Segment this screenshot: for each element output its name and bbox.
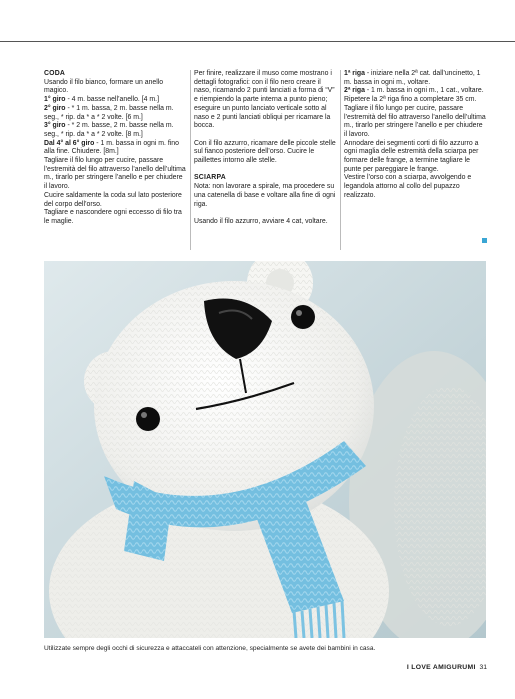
bear-photo bbox=[44, 261, 486, 638]
magazine-name: I LOVE AMIGURUMI bbox=[406, 664, 476, 671]
coda-round-3 bbox=[44, 122, 186, 139]
coda-hide-text: Tagliare e nascondere ogni eccesso di filo tra le maglie. bbox=[44, 209, 182, 225]
round-text: - 1 m. bassa in ogni m. fino alla fine. Chiudere. [8m.] bbox=[44, 139, 179, 156]
blue-stars-text: Con il filo azzurro, ricamare delle piccole stelle sul fianco posteriore dell’orso. Cucire le paillettes intorno alle stelle. bbox=[194, 139, 336, 165]
repeat-text: Ripetere la 2ª riga fino a completare 35 cm. bbox=[344, 96, 477, 104]
round-label: 3° giro bbox=[44, 122, 66, 130]
row-text: - iniziare nella 2ª cat. dall’uncinetto, 1 m. bassa in ogni m., voltare. bbox=[344, 70, 481, 86]
column-right bbox=[344, 70, 486, 201]
round-label: Dal 4° al 6° giro bbox=[44, 139, 95, 147]
round-text: - 4 m. basse nell’anello. [4 m.] bbox=[65, 96, 159, 104]
coda-round-2 bbox=[44, 105, 186, 122]
round-text: - * 2 m. basse, 2 m. basse nella m. seg., * rip. da * a * 2 volte. [8 m.] bbox=[44, 122, 174, 138]
polar-bear-illustration bbox=[44, 261, 486, 638]
sciarpa-heading: SCIARPA bbox=[194, 174, 226, 182]
row-label: 2ª riga bbox=[344, 87, 365, 95]
column-middle bbox=[194, 70, 336, 235]
sciarpa-start: Usando il filo azzurro, avviare 4 cat, voltare. bbox=[194, 217, 328, 225]
header-rule bbox=[0, 41, 515, 42]
end-mark-icon bbox=[482, 238, 487, 243]
row-label: 1ª riga bbox=[344, 70, 365, 77]
column-left bbox=[44, 70, 186, 227]
finish-text: Per finire, realizzare il muso come mostrano i dettagli fotografici: con il filo nero creare il naso, ricamando 2 punti lanciati a forma di “V” e riempiendo la parte interna a punto pieno; eseguire un punto lanciato verticale sotto al naso e 2 punti lanciati obliqui per ricamare la bocca. bbox=[194, 70, 335, 130]
round-text: - * 1 m. bassa, 2 m. basse nella m. seg., * rip. da * a * 2 volte. [6 m.] bbox=[44, 104, 174, 121]
coda-intro: Usando il filo bianco, formare un anello magico. bbox=[44, 78, 164, 95]
row-text: - 1 m. bassa in ogni m., 1 cat., voltare. bbox=[364, 87, 484, 95]
coda-heading: CODA bbox=[44, 70, 66, 77]
coda-cut-text: Tagliare il filo lungo per cucire, passare l’estremità del filo attraverso l’anello dell’ultima m., tirarlo per stringere l’anello e per chiudere il lavoro. bbox=[44, 157, 186, 191]
sciarpa-row-2 bbox=[344, 87, 486, 96]
fringe-text: Annodare dei segmenti corti di filo azzurro a ogni maglia delle estremità della sciarpa per formare delle frange, a termine tagliare le punte per pareggiare le frange. bbox=[344, 139, 479, 173]
page-footer bbox=[407, 664, 487, 671]
round-label: 2° giro bbox=[44, 104, 66, 112]
coda-round-4-6 bbox=[44, 140, 186, 157]
column-divider bbox=[190, 70, 191, 250]
sciarpa-note: Nota: non lavorare a spirale, ma procedere su una catenella di base e voltare alla fine di ogni riga. bbox=[194, 183, 336, 208]
cut-text: Tagliare il filo lungo per cucire, passare l’estremità del filo attraverso l’anello dell’ultima m., tirarlo per stringere l’anello e per chiudere il lavoro. bbox=[344, 104, 486, 138]
round-label: 1° giro bbox=[44, 96, 66, 104]
column-divider bbox=[340, 70, 341, 250]
photo-caption: Utilizzate sempre degli occhi di sicurezza e attaccateli con attenzione, specialmente se avete dei bambini in casa. bbox=[44, 645, 376, 652]
coda-round-1 bbox=[44, 96, 186, 105]
page-number: 31 bbox=[479, 664, 487, 671]
dress-text: Vestire l’orso con a sciarpa, avvolgendo e legandola attorno al collo del pupazzo realizzato. bbox=[344, 174, 472, 199]
sciarpa-row-1 bbox=[344, 70, 486, 87]
coda-sew-text: Cucire saldamente la coda sul lato posteriore del corpo dell’orso. bbox=[44, 191, 182, 208]
